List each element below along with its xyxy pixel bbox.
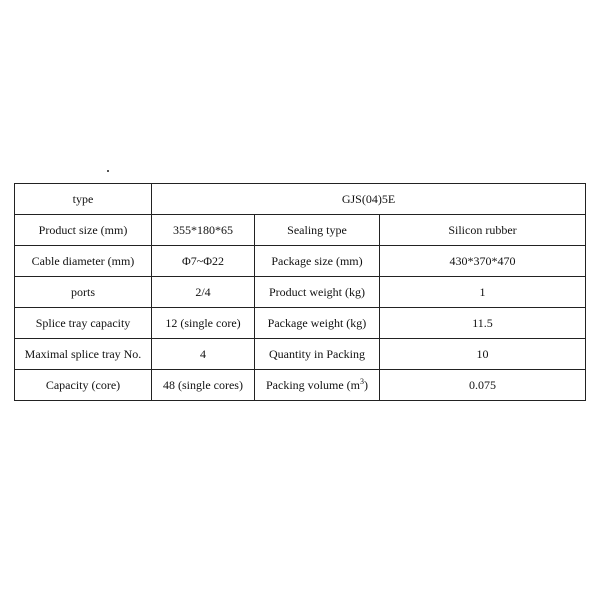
spec-value-cell: 355*180*65 bbox=[152, 215, 255, 246]
spec-label-cell: Product weight (kg) bbox=[255, 277, 380, 308]
table-row bbox=[15, 308, 586, 339]
spec-label-cell: ports bbox=[15, 277, 152, 308]
spec-label-cell: Splice tray capacity bbox=[15, 308, 152, 339]
spec-value-cell: 1 bbox=[380, 277, 586, 308]
spec-label-cell: Package size (mm) bbox=[255, 246, 380, 277]
spec-label-cell: Product size (mm) bbox=[15, 215, 152, 246]
table-row-header bbox=[15, 184, 586, 215]
spec-value-cell: 430*370*470 bbox=[380, 246, 586, 277]
spec-value-cell: 48 (single cores) bbox=[152, 370, 255, 401]
spec-value-cell: 0.075 bbox=[380, 370, 586, 401]
spec-label-cell: Package weight (kg) bbox=[255, 308, 380, 339]
packing-volume-label: Packing volume (m bbox=[266, 377, 360, 392]
spec-table bbox=[14, 183, 586, 401]
type-label-cell: type bbox=[15, 184, 152, 215]
spec-value-cell: Φ7~Φ22 bbox=[152, 246, 255, 277]
spec-label-cell: Cable diameter (mm) bbox=[15, 246, 152, 277]
spec-label-cell: Quantity in Packing bbox=[255, 339, 380, 370]
spec-label-cell bbox=[255, 370, 380, 401]
spec-label-cell: Capacity (core) bbox=[15, 370, 152, 401]
spec-value-cell: 4 bbox=[152, 339, 255, 370]
table-row bbox=[15, 370, 586, 401]
table-row bbox=[15, 215, 586, 246]
spec-value-cell: 2/4 bbox=[152, 277, 255, 308]
spec-label-cell: Sealing type bbox=[255, 215, 380, 246]
spec-value-cell: Silicon rubber bbox=[380, 215, 586, 246]
spec-value-cell: 12 (single core) bbox=[152, 308, 255, 339]
stray-dot bbox=[107, 170, 109, 172]
table-row bbox=[15, 339, 586, 370]
table-row bbox=[15, 246, 586, 277]
spec-label-cell: Maximal splice tray No. bbox=[15, 339, 152, 370]
cubic-superscript: 3 bbox=[359, 376, 364, 386]
spec-value-cell: 11.5 bbox=[380, 308, 586, 339]
table-row bbox=[15, 277, 586, 308]
spec-value-cell: 10 bbox=[380, 339, 586, 370]
model-value-cell: GJS(04)5E bbox=[152, 184, 586, 215]
packing-volume-label-suffix: ) bbox=[363, 377, 368, 392]
